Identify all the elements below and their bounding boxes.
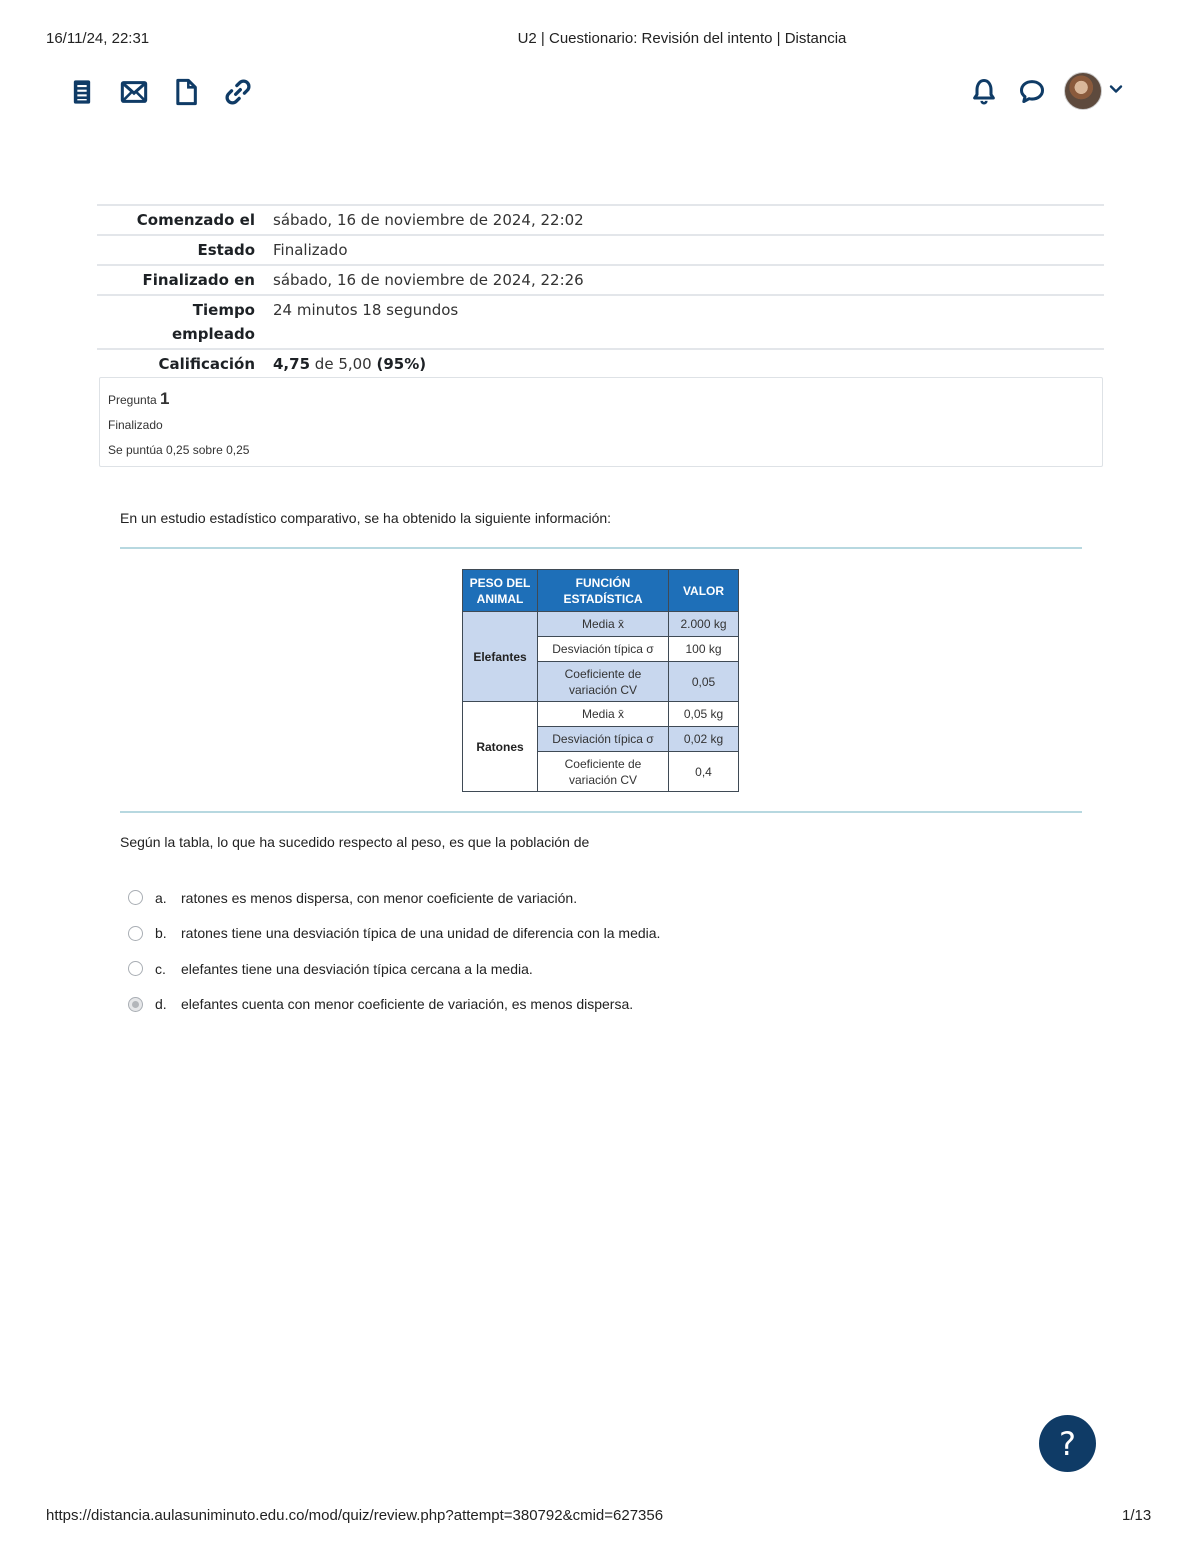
summary-value: 24 minutos 18 segundos [273,301,459,319]
user-menu[interactable] [1064,72,1124,110]
table-cell: 0,05 [669,662,739,702]
grade-between: de 5,00 [314,355,372,373]
table-header: VALOR [669,570,739,612]
summary-row-finished [97,265,1104,295]
summary-row-grade [97,349,1104,378]
question-state: Finalizado [108,418,163,432]
bell-icon[interactable] [968,73,1000,109]
print-page-number: 1/13 [1122,1507,1152,1524]
summary-grade-value [273,349,1104,378]
summary-value: sábado, 16 de noviembre de 2024, 22:02 [273,211,584,229]
link-icon[interactable] [222,74,254,110]
divider [120,547,1082,549]
chevron-down-icon[interactable] [1108,81,1124,102]
chat-icon[interactable] [1016,73,1048,109]
summary-row-started [97,205,1104,235]
toolbar-right [968,72,1124,110]
table-row [463,702,739,727]
avatar[interactable] [1064,72,1102,110]
summary-value: sábado, 16 de noviembre de 2024, 22:26 [273,271,584,289]
summary-label: Estado [197,241,255,259]
table-cell: Desviación típica σ [538,637,669,662]
answer-text: elefantes cuenta con menor coeficiente de variación, es menos dispersa. [181,996,634,1013]
table-cell: Coeficiente de variación CV [538,662,669,702]
table-cell: 0,4 [669,752,739,792]
attempt-summary-table [97,204,1104,378]
answer-radio-selected[interactable] [128,997,143,1012]
summary-label: Finalizado en [142,271,255,289]
summary-label: Comenzado el [136,211,255,229]
table-cell: Desviación típica σ [538,727,669,752]
group-label: Ratones [463,702,538,792]
question-intro: En un estudio estadístico comparativo, se ha obtenido la siguiente información: [120,510,612,526]
answer-radio[interactable] [128,961,143,976]
print-header [0,30,1200,50]
question-prefix: Pregunta [108,393,157,407]
answer-text: ratones es menos dispersa, con menor coeficiente de variación. [181,889,578,906]
table-cell: Media x̄ [538,702,669,727]
table-cell: 0,02 kg [669,727,739,752]
question-info [99,377,1103,467]
summary-row-state [97,235,1104,265]
answer-letter: d. [155,996,167,1013]
answer-radio[interactable] [128,926,143,941]
grade-score: 4,75 [273,355,311,373]
answer-option-c[interactable] [128,951,660,987]
answer-option-d[interactable] [128,987,660,1023]
answer-option-a[interactable] [128,880,660,916]
print-datetime: 16/11/24, 22:31 [46,30,150,47]
print-page-title: U2 | Cuestionario: Revisión del intento | Distancia [517,30,847,47]
answer-list [128,880,660,1022]
summary-row-time [97,295,1104,349]
question-mark: Se puntúa 0,25 sobre 0,25 [108,443,250,457]
summary-value: Finalizado [273,241,348,259]
table-cell: Media x̄ [538,612,669,637]
print-url: https://distancia.aulasuniminuto.edu.co/mod/quiz/review.php?attempt=380792&cmid=627356 [46,1507,664,1524]
table-row [463,612,739,637]
answer-text: ratones tiene una desviación típica de una unidad de diferencia con la media. [181,925,661,942]
mail-icon[interactable] [118,74,150,110]
summary-label: Calificación [158,355,255,373]
grade-percent: (95%) [376,355,427,373]
question-number-value: 1 [160,389,170,408]
group-label: Elefantes [463,612,538,702]
table-header-row [463,570,739,612]
table-header: PESO DEL ANIMAL [463,570,538,612]
statistics-table [462,569,739,792]
question-prompt: Según la tabla, lo que ha sucedido respecto al peso, es que la población de [120,834,590,850]
table-cell: 100 kg [669,637,739,662]
notebook-icon[interactable] [66,74,98,110]
table-header: FUNCIÓN ESTADÍSTICA [538,570,669,612]
answer-letter: a. [155,889,167,906]
table-cell: 2.000 kg [669,612,739,637]
answer-text: elefantes tiene una desviación típica cercana a la media. [181,960,533,977]
divider [120,811,1082,813]
answer-letter: c. [155,960,166,977]
summary-label: Tiempo empleado [171,301,255,343]
table-cell: 0,05 kg [669,702,739,727]
toolbar-left [66,74,254,110]
answer-radio[interactable] [128,890,143,905]
answer-option-b[interactable] [128,916,660,952]
document-icon[interactable] [170,74,202,110]
question-number [108,386,1094,413]
table-cell: Coeficiente de variación CV [538,752,669,792]
help-button[interactable]: ? [1039,1415,1096,1472]
answer-letter: b. [155,925,167,942]
